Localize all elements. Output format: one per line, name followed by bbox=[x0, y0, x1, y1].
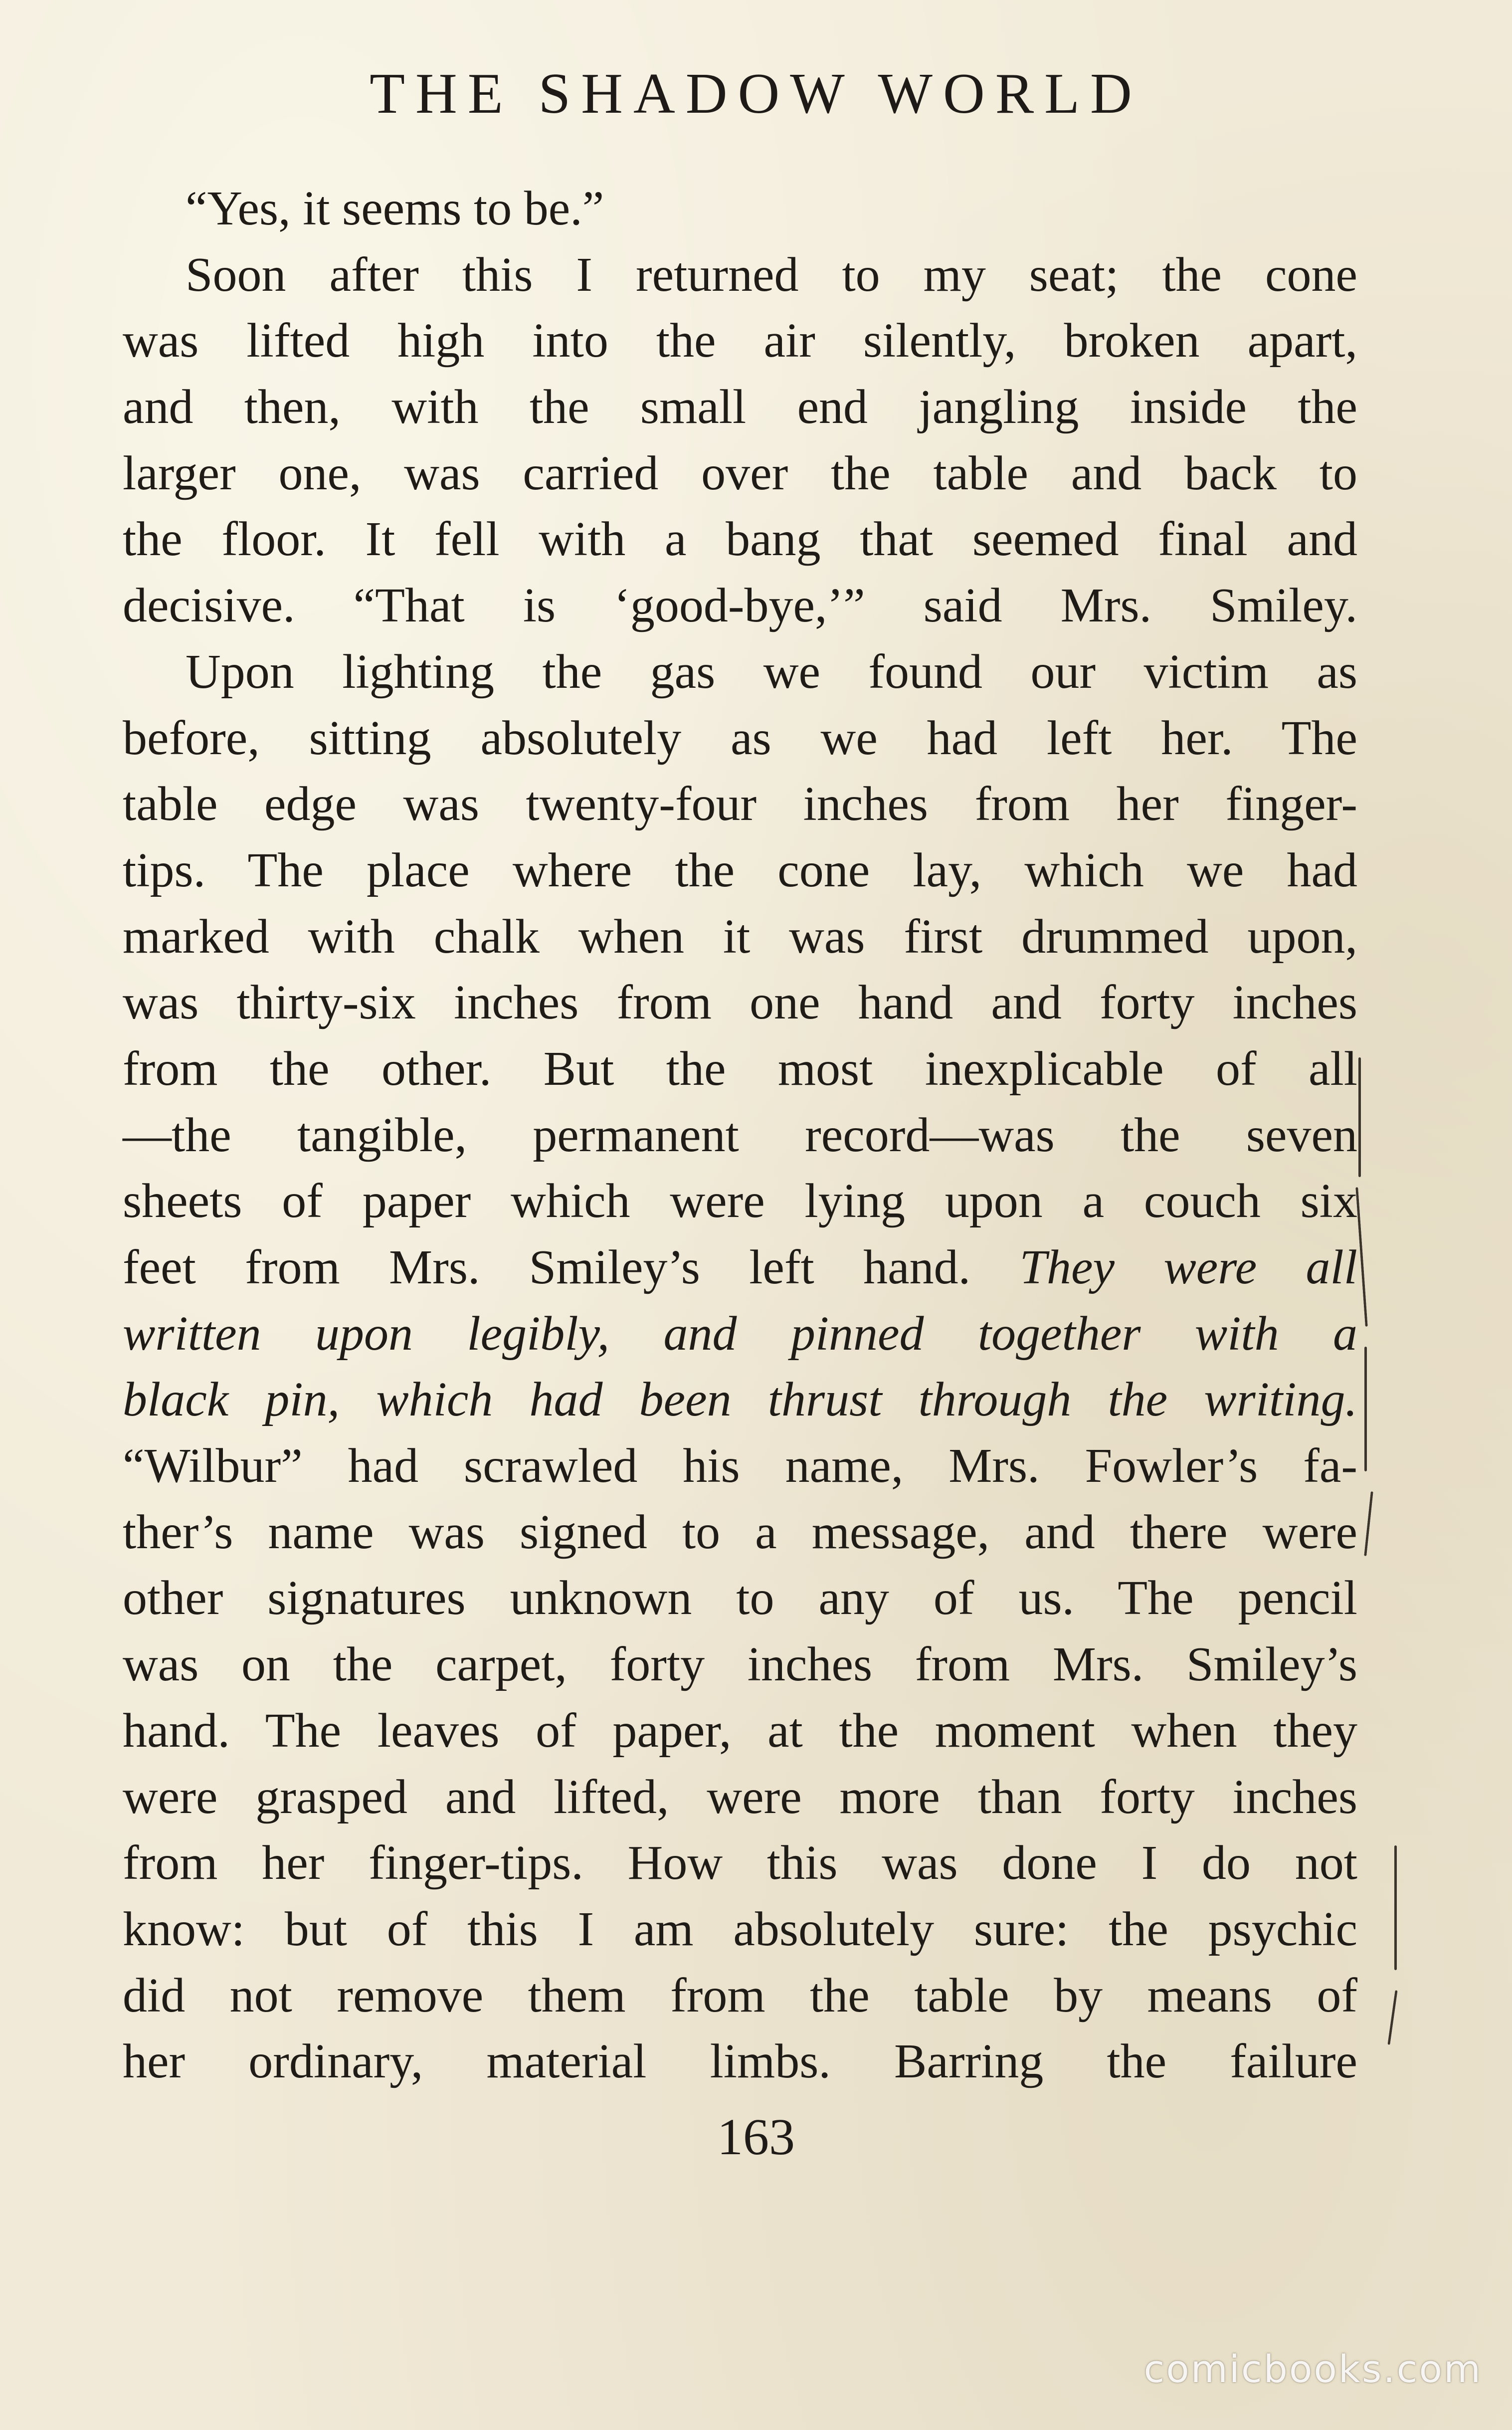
watermark: comicbooks.com bbox=[1143, 2347, 1482, 2391]
text-line bbox=[123, 970, 1357, 1036]
running-head: THE SHADOW WORLD bbox=[370, 62, 1142, 126]
margin-pencil-mark bbox=[1358, 1057, 1361, 1177]
text-line-content: her ordinary, material limbs. Barring the failure bbox=[123, 2034, 1357, 2089]
text-line-content: black pin, which had been thrust through the writing. bbox=[123, 1373, 1357, 1427]
text-line-content: “Wilbur” had scrawled his name, Mrs. Fowler’s fa- bbox=[123, 1439, 1357, 1493]
text-line-content: from her finger-tips. How this was done I do not bbox=[123, 1836, 1357, 1890]
text-line-content: Soon after this I returned to my seat; the cone bbox=[186, 247, 1357, 302]
text-line bbox=[123, 837, 1357, 904]
text-line bbox=[123, 440, 1357, 507]
text-line-content: table edge was twenty-four inches from her finger- bbox=[123, 777, 1357, 831]
text-line-content: was lifted high into the air silently, broken apart, bbox=[123, 314, 1357, 368]
text-line-content: larger one, was carried over the table and back to bbox=[123, 446, 1357, 500]
body-text bbox=[123, 176, 1357, 2095]
text-line-content: feet from Mrs. Smiley’s left hand. bbox=[123, 1240, 971, 1294]
text-line-content: was on the carpet, forty inches from Mrs. Smiley’s bbox=[123, 1637, 1357, 1692]
text-line bbox=[123, 374, 1357, 440]
text-line bbox=[123, 1168, 1357, 1234]
text-line-content: hand. The leaves of paper, at the moment when they bbox=[123, 1703, 1357, 1758]
page-number: 163 bbox=[717, 2108, 795, 2166]
text-line-content: know: but of this I am absolutely sure: the psychic bbox=[123, 1902, 1357, 1956]
italic-phrase: They were all bbox=[1019, 1240, 1358, 1294]
text-line-content: the floor. It fell with a bang that seemed final and bbox=[123, 512, 1357, 567]
text-line-content: was thirty-six inches from one hand and forty inches bbox=[123, 976, 1357, 1030]
text-line bbox=[123, 506, 1357, 573]
text-line bbox=[123, 1764, 1357, 1830]
text-line bbox=[123, 242, 1357, 308]
text-line bbox=[123, 308, 1357, 374]
text-line-content: decisive. “That is ‘good-bye,’” said Mrs. Smiley. bbox=[123, 579, 1357, 633]
margin-pencil-mark bbox=[1364, 1347, 1367, 1471]
text-line bbox=[123, 904, 1357, 970]
text-line-content: before, sitting absolutely as we had left her. The bbox=[123, 711, 1357, 765]
text-line bbox=[123, 1301, 1357, 1367]
text-line bbox=[123, 1367, 1357, 1433]
text-line bbox=[123, 2028, 1357, 2095]
text-line-content: from the other. But the most inexplicable of all bbox=[123, 1041, 1357, 1096]
margin-pencil-mark bbox=[1387, 1990, 1397, 2045]
text-line bbox=[123, 1036, 1357, 1102]
text-line-content: were grasped and lifted, were more than forty inches bbox=[123, 1770, 1357, 1824]
text-line-content: —the tangible, permanent record—was the seven bbox=[123, 1108, 1357, 1162]
text-line-content: ther’s name was signed to a message, and there were bbox=[123, 1505, 1357, 1559]
text-line-content: Upon lighting the gas we found our victim as bbox=[186, 644, 1357, 699]
text-line-content: tips. The place where the cone lay, which we had bbox=[123, 843, 1357, 897]
text-line bbox=[123, 1830, 1357, 1896]
margin-pencil-mark bbox=[1364, 1491, 1373, 1556]
text-line bbox=[123, 176, 1357, 242]
margin-pencil-mark bbox=[1394, 1845, 1397, 1970]
text-line bbox=[123, 1896, 1357, 1963]
text-line bbox=[123, 705, 1357, 772]
text-line bbox=[123, 1433, 1357, 1499]
text-line-content: “Yes, it seems to be.” bbox=[186, 182, 604, 235]
text-line bbox=[123, 771, 1357, 837]
text-line bbox=[123, 1102, 1357, 1169]
text-line-content: written upon legibly, and pinned together with a bbox=[123, 1306, 1357, 1361]
text-line bbox=[123, 573, 1357, 639]
text-line bbox=[123, 1234, 1357, 1301]
text-line bbox=[123, 1698, 1357, 1764]
text-line-content: other signatures unknown to any of us. The pencil bbox=[123, 1571, 1357, 1625]
text-line bbox=[123, 639, 1357, 705]
text-line-content: marked with chalk when it was first drummed upon, bbox=[123, 909, 1357, 964]
text-line bbox=[123, 1963, 1357, 2029]
text-line-content: sheets of paper which were lying upon a couch six bbox=[123, 1174, 1357, 1228]
text-line-content: and then, with the small end jangling inside the bbox=[123, 380, 1357, 434]
text-line bbox=[123, 1499, 1357, 1566]
text-line bbox=[123, 1631, 1357, 1698]
text-line bbox=[123, 1565, 1357, 1631]
text-line-content: did not remove them from the table by means of bbox=[123, 1968, 1357, 2023]
